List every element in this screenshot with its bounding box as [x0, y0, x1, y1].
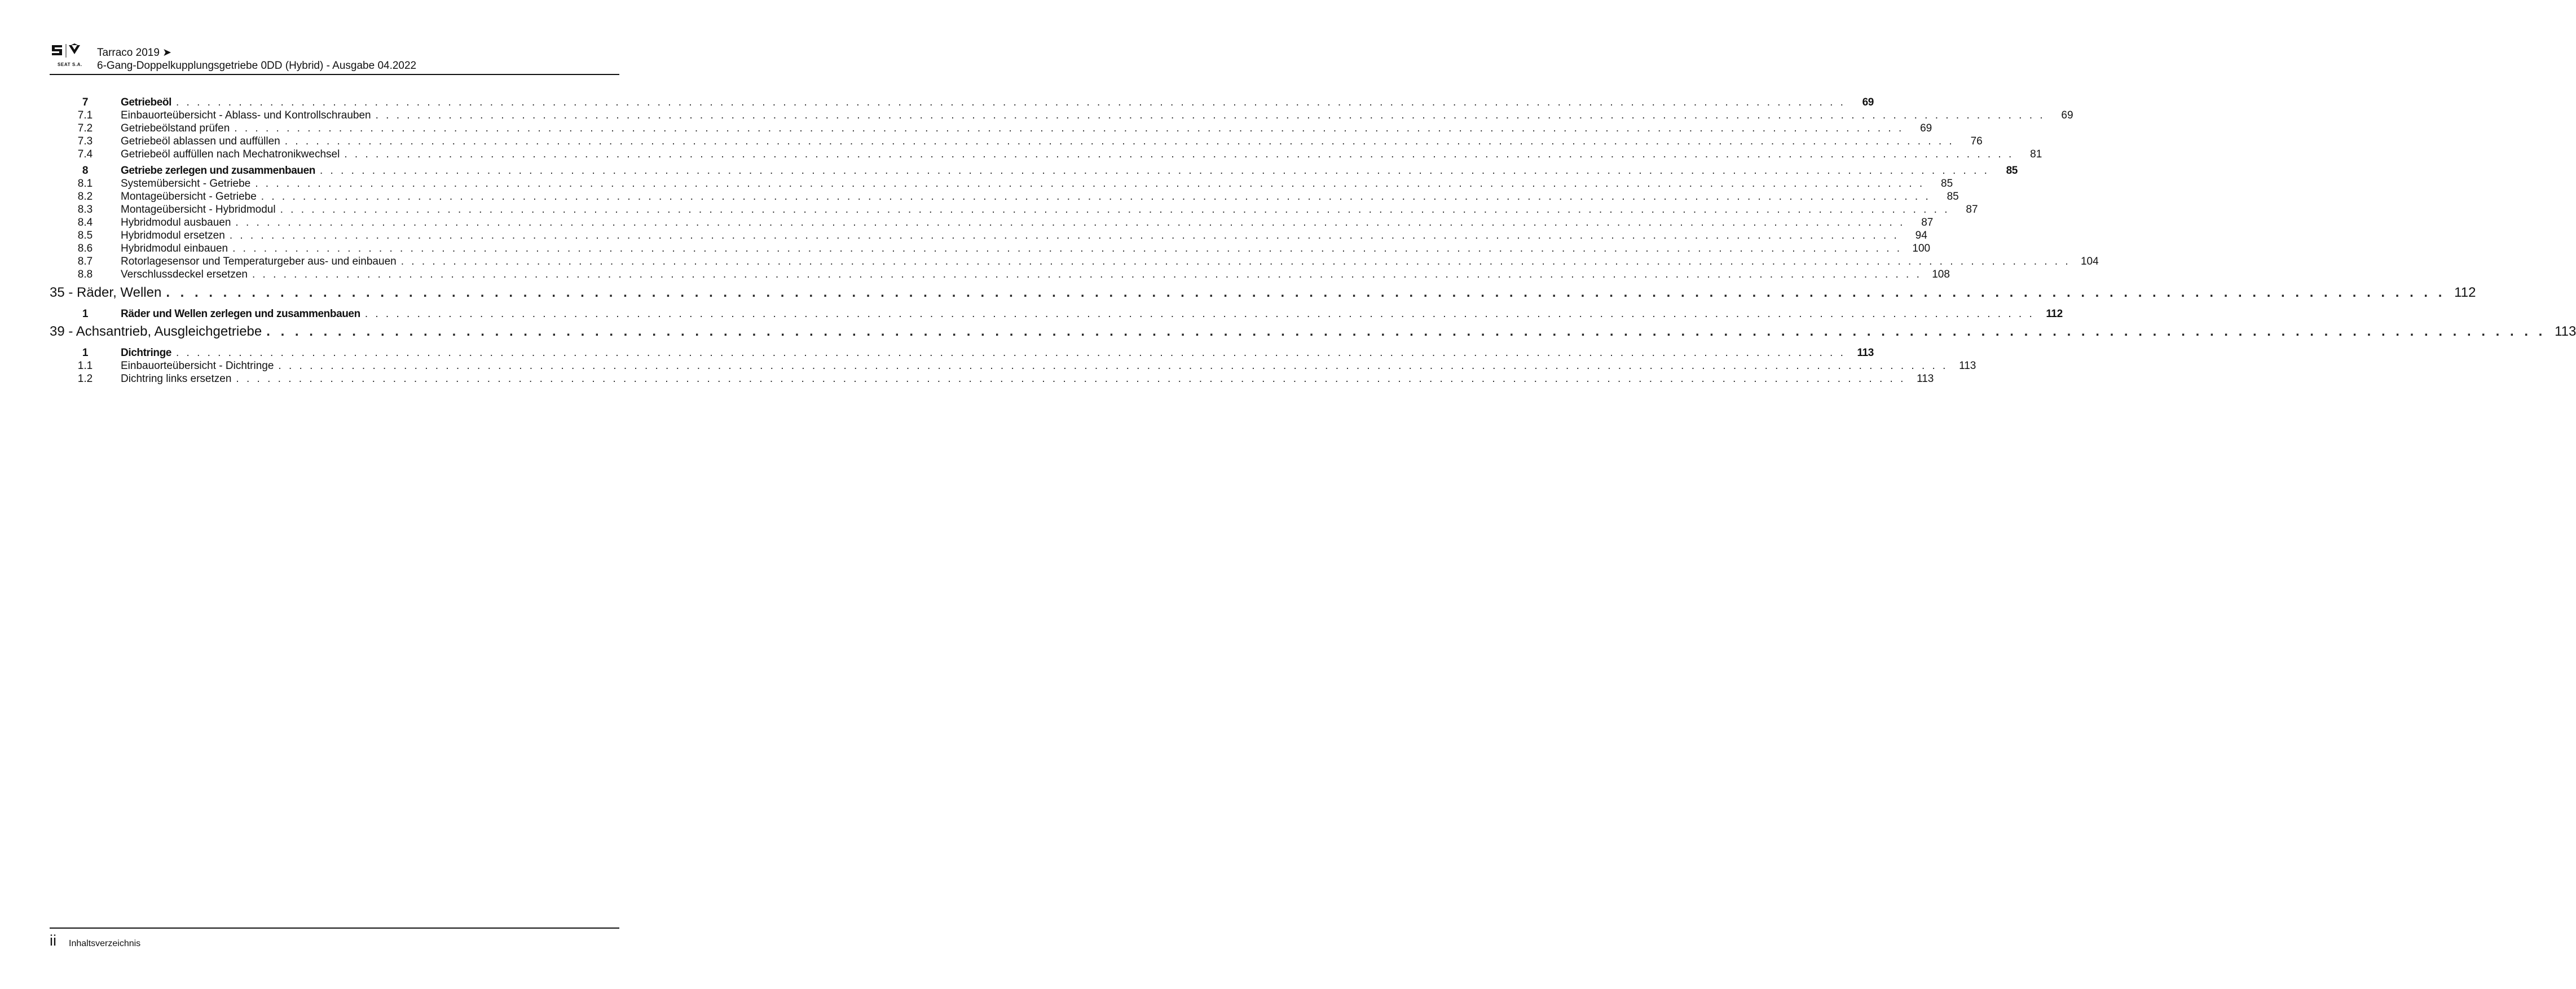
toc-entry-title: Getriebeölstand prüfen: [121, 122, 230, 134]
toc-entry-number: 8.2: [77, 191, 93, 203]
footer-section-label: Inhaltsverzeichnis: [69, 939, 141, 948]
seat-logo-icon: [50, 42, 83, 74]
toc-entry-number: 1: [82, 308, 89, 320]
toc-leader-dots: . . . . . . . . . . . . . . . . . . . . . . . . . . . . . . . . . . . . . . . . . . . . . . . . . . . . . . . . . . . . . . . . . . . . . . . . . . . . . . . . . . . . . . . . . . . . . . . . . . . . . . . . . . . . . . . . . . . . . . . . . . . . . . . . . . . . . . . . . . . . . . . . . . . . . . . . . . . . . . . .: [234, 122, 1904, 134]
header-rule: [50, 74, 619, 75]
toc-leader-dots: . . . . . . . . . . . . . . . . . . . . . . . . . . . . . . . . . . . . . . . . . . . . . . . . . . . . . . . . . . . . . . . . . . . . . . . . . . . . . . . . . . . . . . . . . . . . . . . . . . . . . . . . . . . . . . . . . . . . . . . . . . . . . . . . . . . . . . . . . . . . . . . . . . . . . . . . . . . . . . . .: [236, 373, 1906, 385]
document-title: Tarraco 2019 ➤: [97, 47, 172, 59]
toc-entry-number: 7.4: [77, 148, 93, 160]
toc-entry[interactable]: [50, 148, 2042, 161]
toc-entry-title: Dichtring links ersetzen: [121, 373, 232, 385]
toc-entry-title: Rotorlagesensor und Temperaturgeber aus- und einbauen: [121, 256, 397, 267]
toc-leader-dots: . . . . . . . . . . . . . . . . . . . . . . . . . . . . . . . . . . . . . . . . . . . . . . . . . . . . . . . . . . . . . . . . . . . . . . . . . . . . . . . . . . . . . . . . . . . . . . . . . . . . . . . . . . . . . . . . . . . . . . . . . . . . . . . . . . . . . . . . . . . . . . . . . . . . . . . . . . . . . . . .: [166, 285, 2446, 300]
toc-entry-number: 8.4: [77, 217, 93, 228]
toc-entry[interactable]: [50, 96, 1874, 109]
toc-entry[interactable]: [50, 308, 2063, 320]
toc-entry-title: Getriebeöl: [121, 96, 171, 108]
toc-page-number: 69: [2061, 109, 2073, 121]
toc-page-number: 108: [1932, 269, 1950, 280]
toc-leader-dots: . . . . . . . . . . . . . . . . . . . . . . . . . . . . . . . . . . . . . . . . . . . . . . . . . . . . . . . . . . . . . . . . . . . . . . . . . . . . . . . . . . . . . . . . . . . . . . . . . . . . . . . . . . . . . . . . . . . . . . . . . . . . . . . . . . . . . . . . . . . . . . . . . . . . . . . . . . . . . . . .: [266, 324, 2546, 339]
toc-entry-number: 8.3: [77, 204, 93, 216]
toc-entry-title: Räder und Wellen zerlegen und zusammenbauen: [121, 308, 360, 320]
toc-entry[interactable]: [50, 256, 2099, 268]
toc-entry[interactable]: [50, 165, 2018, 177]
toc-entry-title: Getriebeöl ablassen und auffüllen: [121, 135, 280, 147]
toc-entry-title: Montageübersicht - Hybridmodul: [121, 204, 276, 216]
toc-chapter-title: 39 - Achsantrieb, Ausgleichgetriebe: [50, 324, 262, 339]
footer-page-number: ii: [50, 932, 56, 949]
toc-entry-number: 7.3: [77, 135, 93, 147]
toc-entry-title: Einbauorteübersicht - Dichtringe: [121, 360, 274, 372]
toc-page-number: 87: [1921, 217, 1934, 228]
toc-leader-dots: . . . . . . . . . . . . . . . . . . . . . . . . . . . . . . . . . . . . . . . . . . . . . . . . . . . . . . . . . . . . . . . . . . . . . . . . . . . . . . . . . . . . . . . . . . . . . . . . . . . . . . . . . . . . . . . . . . . . . . . . . . . . . . . . . . . . . . . . . . . . . . . . . . . . . . . . . . . . . . . .: [229, 230, 1899, 241]
toc-page-number: 113: [1857, 347, 1874, 359]
toc-leader-dots: . . . . . . . . . . . . . . . . . . . . . . . . . . . . . . . . . . . . . . . . . . . . . . . . . . . . . . . . . . . . . . . . . . . . . . . . . . . . . . . . . . . . . . . . . . . . . . . . . . . . . . . . . . . . . . . . . . . . . . . . . . . . . . . . . . . . . . . . . . . . . . . . . . . . . . . . . . . . . . . .: [375, 109, 2045, 121]
toc-page-number: 87: [1966, 204, 1978, 216]
toc-entry[interactable]: [50, 347, 1874, 359]
toc-leader-dots: . . . . . . . . . . . . . . . . . . . . . . . . . . . . . . . . . . . . . . . . . . . . . . . . . . . . . . . . . . . . . . . . . . . . . . . . . . . . . . . . . . . . . . . . . . . . . . . . . . . . . . . . . . . . . . . . . . . . . . . . . . . . . . . . . . . . . . . . . . . . . . . . . . . . . . . . . . . . . . . .: [235, 217, 1905, 228]
toc-entry[interactable]: [50, 178, 1953, 190]
toc-chapter[interactable]: [50, 285, 2476, 301]
toc-page-number: 113: [1917, 373, 1934, 385]
toc-entry[interactable]: [50, 135, 1983, 148]
toc-entry[interactable]: [50, 191, 1959, 203]
toc-entry-number: 1: [82, 347, 89, 359]
toc-page-number: 104: [2080, 256, 2099, 267]
toc-entry-title: Einbauorteübersicht - Ablass- und Kontrollschrauben: [121, 109, 371, 121]
toc-chapter[interactable]: [50, 324, 2576, 340]
toc-leader-dots: . . . . . . . . . . . . . . . . . . . . . . . . . . . . . . . . . . . . . . . . . . . . . . . . . . . . . . . . . . . . . . . . . . . . . . . . . . . . . . . . . . . . . . . . . . . . . . . . . . . . . . . . . . . . . . . . . . . . . . . . . . . . . . . . . . . . . . . . . . . . . . . . . . . . . . . . . . . . . . . .: [319, 165, 1989, 177]
toc-leader-dots: . . . . . . . . . . . . . . . . . . . . . . . . . . . . . . . . . . . . . . . . . . . . . . . . . . . . . . . . . . . . . . . . . . . . . . . . . . . . . . . . . . . . . . . . . . . . . . . . . . . . . . . . . . . . . . . . . . . . . . . . . . . . . . . . . . . . . . . . . . . . . . . . . . . . . . . . . . . . . . . .: [364, 308, 2035, 320]
toc-leader-dots: . . . . . . . . . . . . . . . . . . . . . . . . . . . . . . . . . . . . . . . . . . . . . . . . . . . . . . . . . . . . . . . . . . . . . . . . . . . . . . . . . . . . . . . . . . . . . . . . . . . . . . . . . . . . . . . . . . . . . . . . . . . . . . . . . . . . . . . . . . . . . . . . . . . . . . . . . . . . . . . .: [232, 243, 1903, 254]
toc-entry[interactable]: [50, 204, 1978, 216]
toc-entry-title: Dichtringe: [121, 347, 171, 359]
toc-entry-number: 8.7: [77, 256, 93, 267]
toc-entry-title: Systemübersicht - Getriebe: [121, 178, 251, 190]
brand-text: SEAT S.A.: [58, 62, 82, 67]
toc-leader-dots: . . . . . . . . . . . . . . . . . . . . . . . . . . . . . . . . . . . . . . . . . . . . . . . . . . . . . . . . . . . . . . . . . . . . . . . . . . . . . . . . . . . . . . . . . . . . . . . . . . . . . . . . . . . . . . . . . . . . . . . . . . . . . . . . . . . . . . . . . . . . . . . . . . . . . . . . . . . . . . . .: [175, 96, 1846, 108]
toc-entry-number: 1.1: [77, 360, 93, 372]
toc-entry-number: 7.2: [77, 122, 93, 134]
toc-page-number: 85: [1947, 191, 1959, 203]
toc-leader-dots: . . . . . . . . . . . . . . . . . . . . . . . . . . . . . . . . . . . . . . . . . . . . . . . . . . . . . . . . . . . . . . . . . . . . . . . . . . . . . . . . . . . . . . . . . . . . . . . . . . . . . . . . . . . . . . . . . . . . . . . . . . . . . . . . . . . . . . . . . . . . . . . . . . . . . . . . . . . . . . . .: [284, 135, 1954, 147]
toc-leader-dots: . . . . . . . . . . . . . . . . . . . . . . . . . . . . . . . . . . . . . . . . . . . . . . . . . . . . . . . . . . . . . . . . . . . . . . . . . . . . . . . . . . . . . . . . . . . . . . . . . . . . . . . . . . . . . . . . . . . . . . . . . . . . . . . . . . . . . . . . . . . . . . . . . . . . . . . . . . . . . . . .: [280, 204, 1950, 216]
toc-leader-dots: . . . . . . . . . . . . . . . . . . . . . . . . . . . . . . . . . . . . . . . . . . . . . . . . . . . . . . . . . . . . . . . . . . . . . . . . . . . . . . . . . . . . . . . . . . . . . . . . . . . . . . . . . . . . . . . . . . . . . . . . . . . . . . . . . . . . . . . . . . . . . . . . . . . . . . . . . . . . . . . .: [252, 269, 1922, 280]
toc-page-number: 85: [2006, 165, 2018, 177]
toc-page-number: 100: [1912, 243, 1931, 254]
toc-leader-dots: . . . . . . . . . . . . . . . . . . . . . . . . . . . . . . . . . . . . . . . . . . . . . . . . . . . . . . . . . . . . . . . . . . . . . . . . . . . . . . . . . . . . . . . . . . . . . . . . . . . . . . . . . . . . . . . . . . . . . . . . . . . . . . . . . . . . . . . . . . . . . . . . . . . . . . . . . . . . . . . .: [400, 256, 2071, 267]
toc-entry-number: 8.8: [77, 269, 93, 280]
toc-entry-number: 7: [82, 96, 89, 108]
toc-page-number: 76: [1970, 135, 1983, 147]
toc-entry[interactable]: [50, 230, 1927, 242]
toc-entry[interactable]: [50, 269, 1950, 281]
toc-leader-dots: . . . . . . . . . . . . . . . . . . . . . . . . . . . . . . . . . . . . . . . . . . . . . . . . . . . . . . . . . . . . . . . . . . . . . . . . . . . . . . . . . . . . . . . . . . . . . . . . . . . . . . . . . . . . . . . . . . . . . . . . . . . . . . . . . . . . . . . . . . . . . . . . . . . . . . . . . . . . . . . .: [278, 360, 1948, 372]
toc-entry-number: 1.2: [77, 373, 93, 385]
toc-page-number: 112: [2454, 285, 2476, 300]
toc-page-number: 113: [1959, 360, 1976, 372]
toc-chapter-title: 35 - Räder, Wellen: [50, 285, 162, 300]
toc-entry[interactable]: [50, 360, 1976, 372]
toc-page-number: 69: [1862, 96, 1874, 108]
toc-leader-dots: . . . . . . . . . . . . . . . . . . . . . . . . . . . . . . . . . . . . . . . . . . . . . . . . . . . . . . . . . . . . . . . . . . . . . . . . . . . . . . . . . . . . . . . . . . . . . . . . . . . . . . . . . . . . . . . . . . . . . . . . . . . . . . . . . . . . . . . . . . . . . . . . . . . . . . . . . . . . . . . .: [255, 178, 1925, 190]
toc-entry-number: 8.6: [77, 243, 93, 254]
toc-entry-title: Hybridmodul ausbauen: [121, 217, 231, 228]
toc-entry-number: 8.5: [77, 230, 93, 241]
toc-entry[interactable]: [50, 122, 1932, 135]
toc-page-number: 85: [1941, 178, 1953, 190]
toc-leader-dots: . . . . . . . . . . . . . . . . . . . . . . . . . . . . . . . . . . . . . . . . . . . . . . . . . . . . . . . . . . . . . . . . . . . . . . . . . . . . . . . . . . . . . . . . . . . . . . . . . . . . . . . . . . . . . . . . . . . . . . . . . . . . . . . . . . . . . . . . . . . . . . . . . . . . . . . . . . . . . . . .: [344, 148, 2014, 160]
toc-page-number: 113: [2555, 324, 2576, 339]
toc-leader-dots: . . . . . . . . . . . . . . . . . . . . . . . . . . . . . . . . . . . . . . . . . . . . . . . . . . . . . . . . . . . . . . . . . . . . . . . . . . . . . . . . . . . . . . . . . . . . . . . . . . . . . . . . . . . . . . . . . . . . . . . . . . . . . . . . . . . . . . . . . . . . . . . . . . . . . . . . . . . . . . . .: [261, 191, 1931, 203]
toc-entry-title: Hybridmodul ersetzen: [121, 230, 225, 241]
toc-entry[interactable]: [50, 243, 1931, 255]
toc-entry-title: Hybridmodul einbauen: [121, 243, 228, 254]
toc-entry-title: Verschlussdeckel ersetzen: [121, 269, 248, 280]
toc-entry[interactable]: [50, 217, 1934, 229]
toc-entry-number: 8.1: [77, 178, 93, 190]
toc-page-number: 81: [2030, 148, 2042, 160]
toc-entry-title: Montageübersicht - Getriebe: [121, 191, 257, 203]
toc-entry-title: Getriebeöl auffüllen nach Mechatronikwechsel: [121, 148, 340, 160]
toc-entry-title: Getriebe zerlegen und zusammenbauen: [121, 165, 315, 177]
footer-rule: [50, 928, 619, 929]
toc-entry-number: 8: [82, 165, 89, 177]
toc-page-number: 112: [2046, 308, 2063, 320]
toc-entry[interactable]: [50, 109, 2073, 122]
document-subtitle: 6-Gang-Doppelkupplungsgetriebe 0DD (Hybrid) - Ausgabe 04.2022: [97, 60, 417, 72]
toc-leader-dots: . . . . . . . . . . . . . . . . . . . . . . . . . . . . . . . . . . . . . . . . . . . . . . . . . . . . . . . . . . . . . . . . . . . . . . . . . . . . . . . . . . . . . . . . . . . . . . . . . . . . . . . . . . . . . . . . . . . . . . . . . . . . . . . . . . . . . . . . . . . . . . . . . . . . . . . . . . . . . . . .: [175, 347, 1846, 359]
toc-page-number: 94: [1915, 230, 1927, 241]
toc-entry[interactable]: [50, 373, 1934, 385]
toc-page-number: 69: [1920, 122, 1932, 134]
page-header: [50, 42, 619, 76]
toc-entry-number: 7.1: [77, 109, 93, 121]
